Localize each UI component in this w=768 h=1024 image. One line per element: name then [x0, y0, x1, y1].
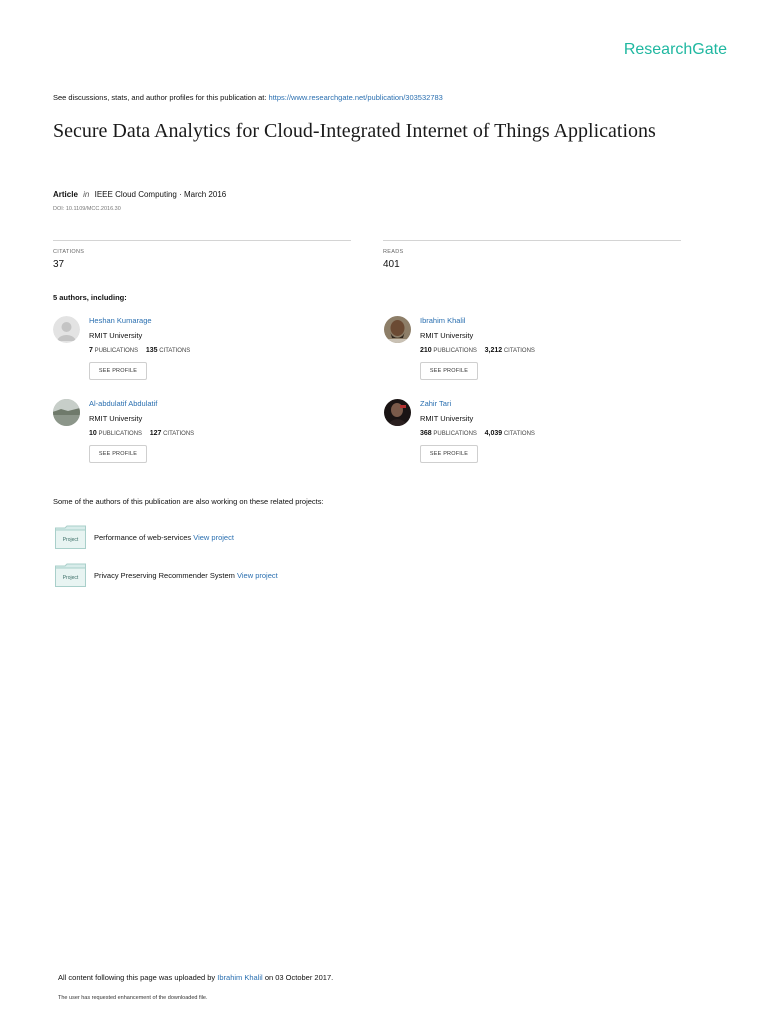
in-word: in — [83, 190, 90, 199]
citations-count: 135 — [145, 347, 158, 354]
citations-divider — [53, 240, 351, 241]
citations-label: CITATIONS — [163, 431, 195, 437]
author-stats — [89, 347, 190, 354]
see-profile-button[interactable]: SEE PROFILE — [89, 362, 147, 380]
avatar-photo[interactable] — [53, 399, 80, 426]
author-institution: RMIT University — [420, 414, 474, 423]
publication-title: Secure Data Analytics for Cloud-Integrated Internet of Things Applications — [53, 120, 656, 142]
publications-label: PUBLICATIONS — [94, 348, 139, 354]
project-folder-icon — [55, 563, 86, 587]
publications-label: PUBLICATIONS — [433, 431, 477, 437]
author-card — [384, 399, 684, 479]
avatar-photo[interactable] — [384, 316, 411, 343]
intro-text: See discussions, stats, and author profiles for this publication at: — [53, 93, 267, 102]
uploader-link[interactable]: Ibrahim Khalil — [217, 973, 263, 982]
publications-count: 210 — [420, 347, 432, 354]
author-institution: RMIT University — [89, 414, 143, 423]
journal-date: IEEE Cloud Computing · March 2016 — [94, 190, 227, 199]
reads-value: 401 — [383, 259, 400, 270]
doi: DOI: 10.1109/MCC.2016.30 — [53, 206, 121, 212]
author-institution: RMIT University — [89, 331, 143, 340]
project-icon-label: Project — [62, 575, 79, 581]
view-project-link[interactable]: View project — [236, 571, 278, 580]
related-projects-heading: Some of the authors of this publication are also working on these related projects: — [53, 497, 324, 506]
citations-count: 4,039 — [484, 430, 503, 437]
project-name: Privacy Preserving Recommender System — [94, 571, 235, 580]
project-folder-icon — [55, 525, 86, 549]
author-name[interactable]: Ibrahim Khalil — [420, 316, 466, 325]
project-text — [94, 571, 278, 580]
author-name[interactable]: Heshan Kumarage — [89, 316, 152, 325]
publications-count: 10 — [89, 430, 97, 437]
upload-suffix: on 03 October 2017. — [264, 973, 334, 982]
authors-heading: 5 authors, including: — [53, 293, 127, 302]
publications-count: 7 — [89, 347, 93, 354]
project-item — [55, 563, 455, 589]
author-stats — [89, 430, 194, 437]
article-type: Article — [53, 190, 78, 199]
avatar-placeholder[interactable] — [53, 316, 80, 343]
citations-value: 37 — [53, 259, 65, 270]
avatar-photo[interactable] — [384, 399, 411, 426]
citations-label: CITATIONS — [503, 348, 535, 354]
project-icon-label: Project — [62, 537, 79, 543]
author-stats — [420, 430, 535, 437]
author-name[interactable]: Zahir Tari — [420, 399, 452, 408]
publication-meta — [53, 190, 226, 199]
author-card — [53, 399, 353, 479]
citations-label: CITATIONS — [159, 348, 191, 354]
publications-label: PUBLICATIONS — [98, 431, 143, 437]
enhancement-note: The user has requested enhancement of the downloaded file. — [58, 995, 208, 1001]
author-card — [384, 316, 684, 396]
author-card — [53, 316, 353, 396]
citations-count: 127 — [149, 430, 162, 437]
author-stats — [420, 347, 535, 354]
citations-label: CITATIONS — [53, 249, 85, 255]
see-profile-button[interactable]: SEE PROFILE — [420, 362, 478, 380]
project-name: Performance of web-services — [94, 533, 192, 542]
see-profile-button[interactable]: SEE PROFILE — [89, 445, 147, 463]
citations-count: 3,212 — [484, 347, 503, 354]
upload-prefix: All content following this page was uploaded by — [58, 973, 216, 982]
researchgate-logo: ResearchGate — [623, 41, 727, 58]
see-profile-button[interactable]: SEE PROFILE — [420, 445, 478, 463]
author-institution: RMIT University — [420, 331, 474, 340]
publications-label: PUBLICATIONS — [433, 348, 477, 354]
project-item — [55, 525, 455, 551]
publication-intro-line — [53, 93, 443, 102]
reads-label: READS — [383, 249, 404, 255]
upload-note — [58, 973, 333, 982]
view-project-link[interactable]: View project — [193, 533, 234, 542]
reads-divider — [383, 240, 681, 241]
author-name[interactable]: Al-abdulatif Abdulatif — [89, 399, 158, 408]
citations-label: CITATIONS — [503, 431, 535, 437]
publication-url-link[interactable]: https://www.researchgate.net/publication/303532783 — [268, 93, 443, 102]
publications-count: 368 — [420, 430, 432, 437]
project-text — [94, 533, 234, 542]
